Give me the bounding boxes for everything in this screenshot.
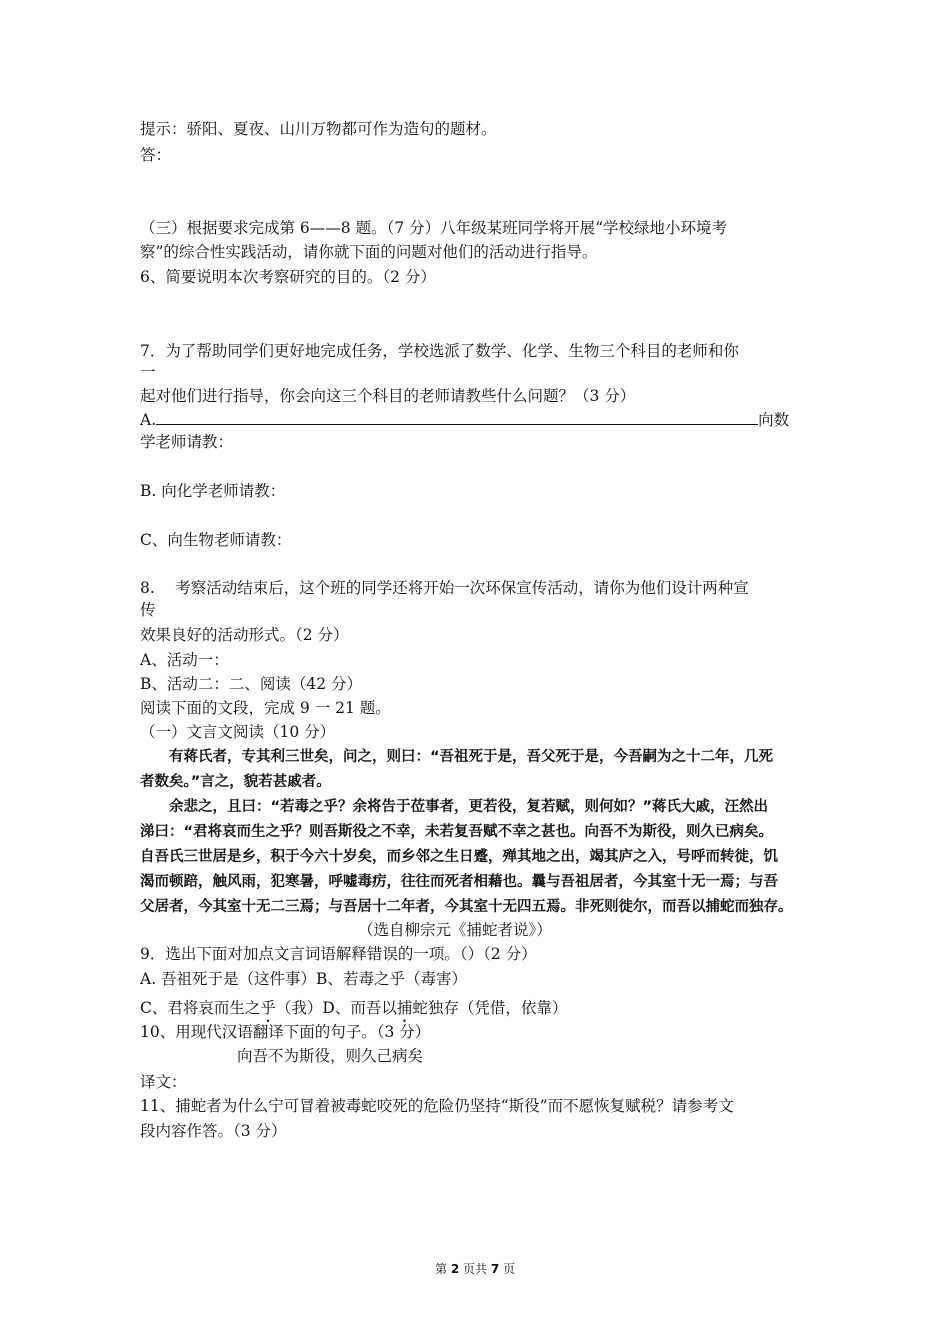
dotted-word-c: 乎 [260,999,276,1017]
question-8-line1: 8. 考察活动结束后，这个班的同学还将开始一次环保宣传活动，请你为他们设计两种宣 [140,579,749,597]
question-8-activity-b: B、活动二：二、阅读（42 分） [140,675,363,693]
footer-text: 页 [499,1262,515,1276]
reading-intro: 阅读下面的文段，完成 9 一 21 题。 [140,699,391,717]
passage-line: 渴而顿踣，触风雨，犯寒暑，呼嘘毒疠，往往而死者相藉也。曩与吾祖居者，今其室十无一焉；与吾 [140,874,778,890]
option-a-suffix: 向数 [758,411,790,429]
current-page-number: 2 [450,1262,460,1276]
question-6: 6、简要说明本次考察研究的目的。（2 分） [140,268,436,286]
question-10-sentence: 向吾不为斯役，则久己病矣 [237,1047,424,1065]
passage-line: 涕曰：“君将哀而生之乎？则吾斯役之不幸，未若复吾赋不幸之甚也。向吾不为斯役，则久已病矣。 [140,824,774,840]
option-d-text: 蛇独存（凭借，依靠） [412,999,568,1017]
passage-line: 余悲之，且曰：“若毒之乎？余将告于莅事者，更若役，复若赋，则何如？”蒋氏大戚，汪然出 [140,799,769,815]
question-11-line1: 11、捕蛇者为什么宁可冒着被毒蛇咬死的危险仍坚持“斯役”而不愿恢复赋税？请参考文 [140,1097,734,1115]
section3-line2: 察”的综合性实践活动，请你就下面的问题对他们的活动进行指导。 [140,243,598,261]
hint-line: 提示：骄阳、夏夜、山川万物都可作为造句的题材。 [140,120,497,138]
footer-text: 页共 [459,1262,491,1276]
option-a-prefix: A. [140,411,157,429]
question-8-line1-wrap: 传 [140,601,156,619]
question-7-line2: 起对他们进行指导，你会向这三个科目的老师请教些什么问题？（3 分） [140,387,636,405]
total-pages-number: 7 [490,1262,500,1276]
dotted-word-d: 捕 [396,999,413,1017]
section-classical-heading: （一）文言文阅读（10 分） [140,723,336,741]
passage-source: （选自柳宗元《捕蛇者说》） [358,921,552,939]
question-9-options-ab: A. 吾祖死于是（这件事）B、若毒之乎（毒害） [140,970,467,988]
question-11-line2: 段内容作答。（3 分） [140,1122,287,1140]
passage-line: 自吾氏三世居是乡，积于今六十岁矣，而乡邻之生日蹙，殚其地之出，竭其庐之入，号呼而转徙，饥 [140,849,778,865]
option-c-gloss: （我）D、而吾以 [275,999,397,1017]
question-7-option-a [140,410,789,430]
question-9-stem: 9．选出下面对加点文言词语解释错误的一项。（）（2 分） [140,945,537,963]
passage-line: 父居者，今其室十无二三焉；与吾居十二年者，今其室十无四五焉。非死则徙尔，而吾以捕蛇而独存。 [140,899,793,915]
passage-line: 有蒋氏者，专其利三世矣，问之，则曰：“吾祖死于是，吾父死于是，今吾嗣为之十二年，几死 [140,749,774,765]
question-10-stem: 10、用现代汉语翻译下面的句子。（3 分） [140,1023,431,1041]
question-7-line1-wrap: 一 [140,363,156,381]
page-footer [0,1260,950,1277]
option-c-text: C、君将哀而生之 [140,999,261,1017]
translation-label: 译文： [140,1073,187,1091]
question-7-line1: 7．为了帮助同学们更好地完成任务，学校选派了数学、化学、生物三个科目的老师和你 [140,342,739,360]
answer-blank-a[interactable] [156,410,758,425]
question-7-option-a-line2: 学老师请教： [140,433,234,451]
answer-label: 答： [140,146,172,164]
question-7-option-c: C、向生物老师请教： [140,531,292,549]
footer-text: 第 [434,1262,451,1276]
passage-line: 者数矣。”言之，貌若甚戚者。 [140,774,331,790]
question-8-line2: 效果良好的活动形式。（2 分） [140,626,349,644]
question-7-option-b: B. 向化学老师请教： [140,482,286,500]
question-8-activity-a: A、活动一： [140,651,229,669]
section3-line1: （三）根据要求完成第 6——8 题。（7 分）八年级某班同学将开展“学校绿地小环境考 [140,219,728,237]
